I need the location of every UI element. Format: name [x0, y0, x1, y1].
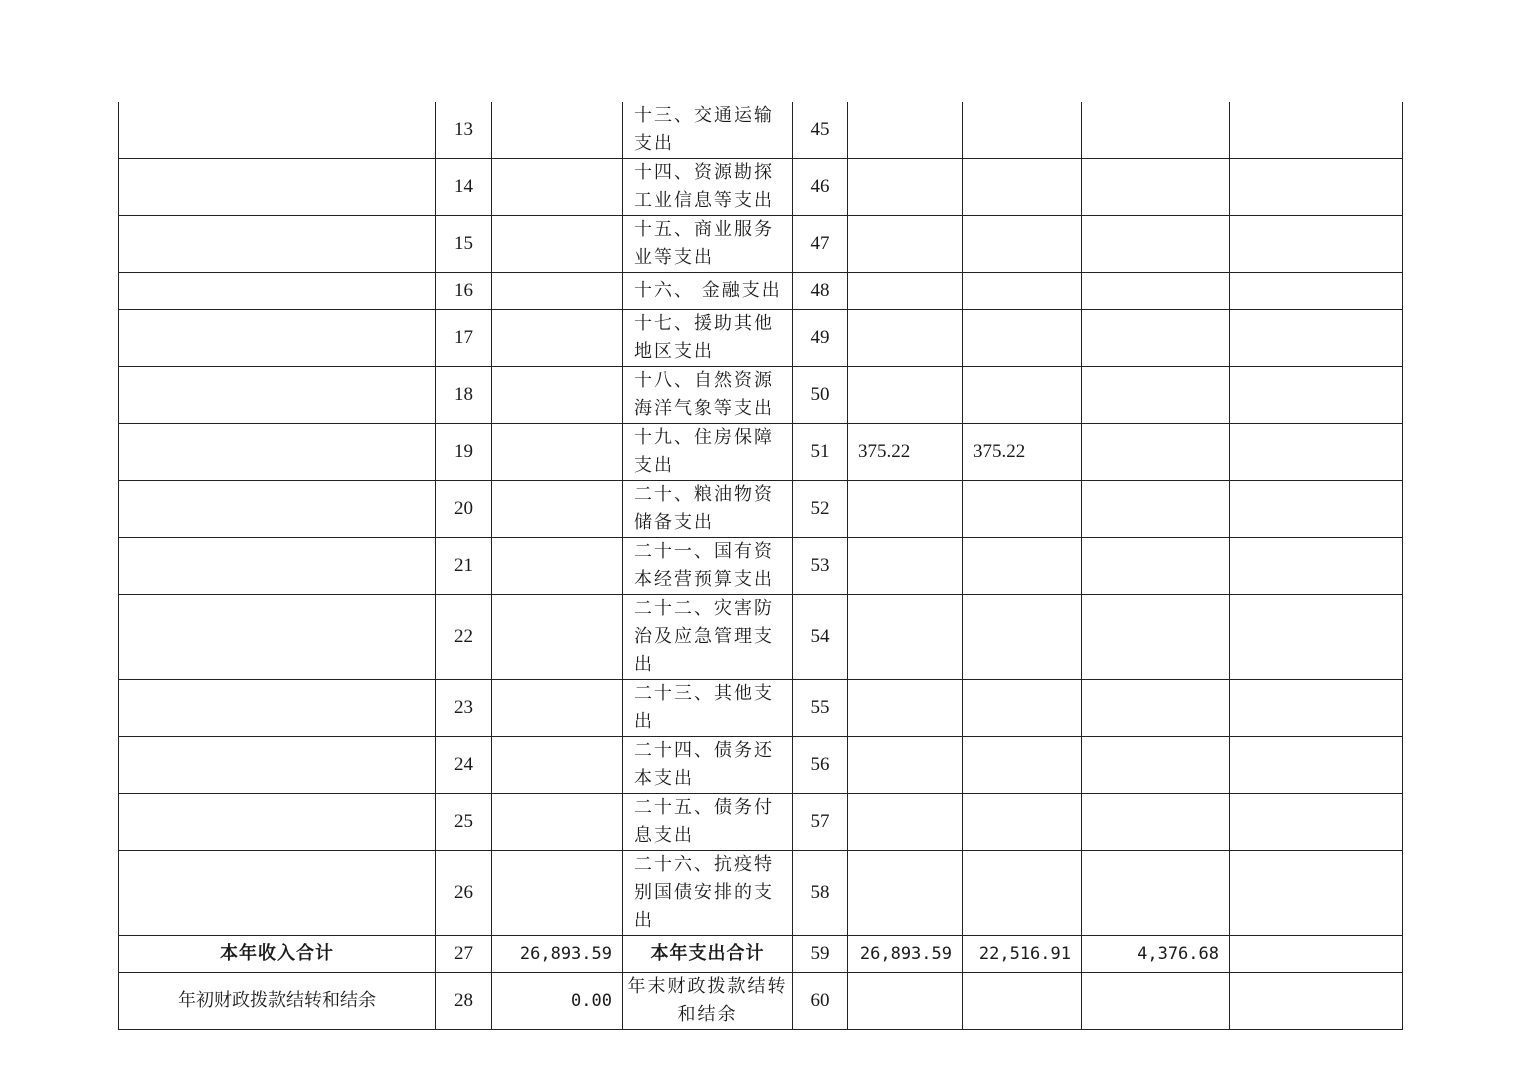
expense-item-label: 二十一、国有资本经营预算支出 [623, 538, 793, 595]
income-amount-cell [492, 273, 623, 310]
other-cell [1230, 159, 1403, 216]
expense-row-number: 45 [793, 102, 848, 159]
general-budget-cell [963, 538, 1082, 595]
expense-item-label: 二十五、债务付息支出 [623, 794, 793, 851]
expense-item-label: 十三、交通运输支出 [623, 102, 793, 159]
income-amount-cell [492, 310, 623, 367]
expense-row-number: 50 [793, 367, 848, 424]
expense-item-label: 二十三、其他支出 [623, 680, 793, 737]
income-row-number: 28 [436, 973, 492, 1030]
carryover-income-amount: 0.00 [492, 973, 623, 1030]
income-total-amount: 26,893.59 [492, 936, 623, 973]
table-row [119, 851, 1403, 936]
income-row-number: 14 [436, 159, 492, 216]
income-row-number: 22 [436, 595, 492, 680]
expense-row-number: 59 [793, 936, 848, 973]
income-row-number: 24 [436, 737, 492, 794]
table-row [119, 273, 1403, 310]
income-item-cell [119, 273, 436, 310]
fund-budget-cell [1082, 794, 1230, 851]
expense-item-label: 二十四、债务还本支出 [623, 737, 793, 794]
income-amount-cell [492, 424, 623, 481]
other-cell [1230, 424, 1403, 481]
expense-total-cell [848, 481, 963, 538]
fund-budget-cell [1082, 367, 1230, 424]
fund-budget-cell [1082, 737, 1230, 794]
income-row-number: 17 [436, 310, 492, 367]
income-item-cell [119, 680, 436, 737]
expense-total-cell [848, 851, 963, 936]
income-amount-cell [492, 102, 623, 159]
income-row-number: 25 [436, 794, 492, 851]
income-amount-cell [492, 481, 623, 538]
income-row-number: 23 [436, 680, 492, 737]
expense-item-label: 十四、资源勘探工业信息等支出 [623, 159, 793, 216]
other-cell [1230, 481, 1403, 538]
table-row [119, 159, 1403, 216]
other-cell [1230, 680, 1403, 737]
general-budget-cell [963, 595, 1082, 680]
expense-total-cell [848, 973, 963, 1030]
fund-budget-cell [1082, 973, 1230, 1030]
other-cell [1230, 737, 1403, 794]
income-amount-cell [492, 794, 623, 851]
expense-row-number: 48 [793, 273, 848, 310]
expense-row-number: 52 [793, 481, 848, 538]
expense-item-label: 十六、 金融支出 [623, 273, 793, 310]
table-row [119, 424, 1403, 481]
expense-row-number: 51 [793, 424, 848, 481]
general-budget-cell: 375.22 [963, 424, 1082, 481]
expense-row-number: 47 [793, 216, 848, 273]
income-item-cell [119, 424, 436, 481]
general-budget-cell [963, 481, 1082, 538]
other-cell [1230, 538, 1403, 595]
table-row [119, 102, 1403, 159]
other-cell [1230, 794, 1403, 851]
income-item-cell [119, 538, 436, 595]
expense-item-label: 二十二、灾害防治及应急管理支出 [623, 595, 793, 680]
income-row-number: 26 [436, 851, 492, 936]
table-row [119, 367, 1403, 424]
income-item-cell [119, 367, 436, 424]
table-row [119, 595, 1403, 680]
income-amount-cell [492, 851, 623, 936]
expense-total-cell [848, 538, 963, 595]
general-budget-cell [963, 973, 1082, 1030]
income-amount-cell [492, 680, 623, 737]
table-row [119, 216, 1403, 273]
expense-item-label: 二十六、抗疫特别国债安排的支出 [623, 851, 793, 936]
income-amount-cell [492, 538, 623, 595]
other-cell [1230, 102, 1403, 159]
general-budget-cell [963, 159, 1082, 216]
income-item-cell [119, 737, 436, 794]
general-budget-cell [963, 680, 1082, 737]
income-row-number: 19 [436, 424, 492, 481]
fund-budget-total: 4,376.68 [1082, 936, 1230, 973]
income-total-label: 本年收入合计 [119, 936, 436, 973]
table-row [119, 794, 1403, 851]
fund-budget-cell [1082, 538, 1230, 595]
carryover-row [119, 973, 1403, 1030]
income-amount-cell [492, 216, 623, 273]
other-cell [1230, 595, 1403, 680]
expense-total-label: 本年支出合计 [623, 936, 793, 973]
fund-budget-cell [1082, 273, 1230, 310]
income-row-number: 16 [436, 273, 492, 310]
other-cell [1230, 216, 1403, 273]
expense-total-cell [848, 595, 963, 680]
expense-total-cell [848, 794, 963, 851]
income-item-cell [119, 310, 436, 367]
income-item-cell [119, 481, 436, 538]
expense-total-cell [848, 737, 963, 794]
fund-budget-cell [1082, 851, 1230, 936]
expense-row-number: 56 [793, 737, 848, 794]
total-row [119, 936, 1403, 973]
income-row-number: 20 [436, 481, 492, 538]
income-amount-cell [492, 595, 623, 680]
table-row [119, 737, 1403, 794]
expense-row-number: 46 [793, 159, 848, 216]
expense-total-cell [848, 102, 963, 159]
general-budget-cell [963, 310, 1082, 367]
fund-budget-cell [1082, 310, 1230, 367]
expense-total-cell [848, 159, 963, 216]
table-row [119, 538, 1403, 595]
income-item-cell [119, 794, 436, 851]
other-cell [1230, 851, 1403, 936]
income-item-cell [119, 102, 436, 159]
income-amount-cell [492, 367, 623, 424]
income-item-cell [119, 595, 436, 680]
general-budget-total: 22,516.91 [963, 936, 1082, 973]
general-budget-cell [963, 367, 1082, 424]
expense-total-cell [848, 310, 963, 367]
expense-total-amount: 26,893.59 [848, 936, 963, 973]
fund-budget-cell [1082, 481, 1230, 538]
expense-row-number: 58 [793, 851, 848, 936]
income-row-number: 27 [436, 936, 492, 973]
income-item-cell [119, 216, 436, 273]
fund-budget-cell [1082, 102, 1230, 159]
expense-item-label: 十八、自然资源海洋气象等支出 [623, 367, 793, 424]
fund-budget-cell [1082, 595, 1230, 680]
general-budget-cell [963, 216, 1082, 273]
fund-budget-cell [1082, 680, 1230, 737]
expense-row-number: 54 [793, 595, 848, 680]
income-item-cell [119, 851, 436, 936]
table-row [119, 481, 1403, 538]
general-budget-cell [963, 737, 1082, 794]
expense-total-cell [848, 216, 963, 273]
expense-row-number: 60 [793, 973, 848, 1030]
expense-item-label: 十五、商业服务业等支出 [623, 216, 793, 273]
expense-item-label: 二十、粮油物资储备支出 [623, 481, 793, 538]
fund-budget-cell [1082, 159, 1230, 216]
income-amount-cell [492, 737, 623, 794]
expense-item-label: 十九、住房保障支出 [623, 424, 793, 481]
income-item-cell [119, 159, 436, 216]
expense-item-label: 十七、援助其他地区支出 [623, 310, 793, 367]
income-row-number: 13 [436, 102, 492, 159]
general-budget-cell [963, 851, 1082, 936]
carryover-expense-label: 年末财政拨款结转和结余 [623, 973, 793, 1030]
expense-total-cell [848, 367, 963, 424]
other-cell [1230, 310, 1403, 367]
carryover-income-label: 年初财政拨款结转和结余 [119, 973, 436, 1030]
expense-row-number: 57 [793, 794, 848, 851]
other-cell [1230, 973, 1403, 1030]
other-cell [1230, 367, 1403, 424]
table-row [119, 310, 1403, 367]
fund-budget-cell [1082, 216, 1230, 273]
expense-total-cell [848, 680, 963, 737]
table-row [119, 680, 1403, 737]
income-amount-cell [492, 159, 623, 216]
income-row-number: 21 [436, 538, 492, 595]
budget-table [118, 102, 1403, 1030]
expense-total-cell: 375.22 [848, 424, 963, 481]
other-cell [1230, 936, 1403, 973]
expense-row-number: 55 [793, 680, 848, 737]
expense-row-number: 49 [793, 310, 848, 367]
general-budget-cell [963, 273, 1082, 310]
income-row-number: 15 [436, 216, 492, 273]
expense-total-cell [848, 273, 963, 310]
other-cell [1230, 273, 1403, 310]
expense-row-number: 53 [793, 538, 848, 595]
income-row-number: 18 [436, 367, 492, 424]
general-budget-cell [963, 794, 1082, 851]
general-budget-cell [963, 102, 1082, 159]
fund-budget-cell [1082, 424, 1230, 481]
